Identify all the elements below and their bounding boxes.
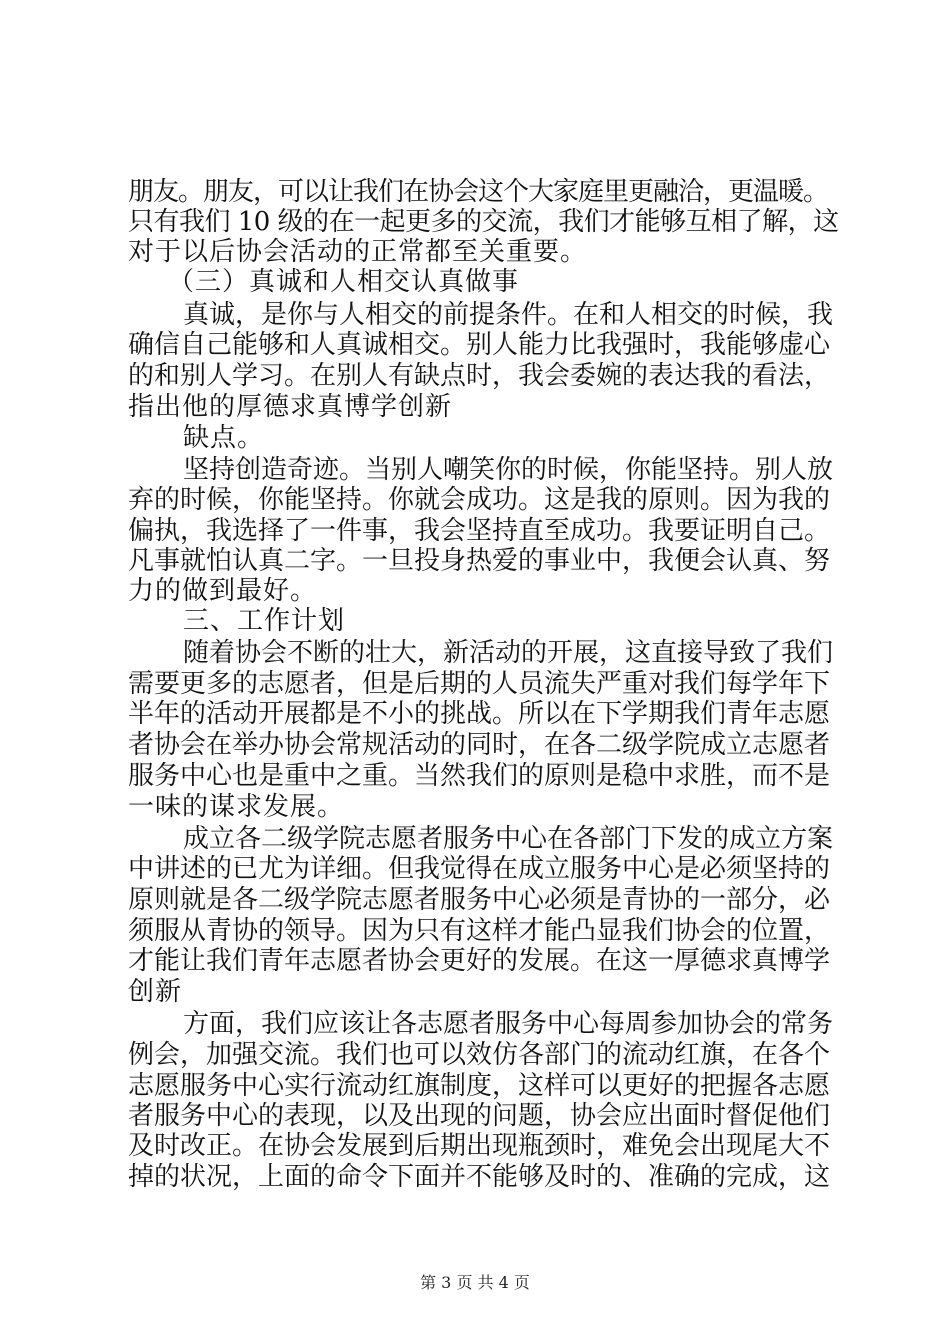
text-line: 及时改正。在协会发展到后期出现瓶颈时，难免会出现尾大不	[128, 1131, 831, 1161]
page-number: 第 3 页 共 4 页	[420, 1273, 530, 1292]
text-line: 才能让我们青年志愿者协会更好的发展。在这一厚德求真博学	[128, 946, 831, 976]
text-line: 的和别人学习。在别人有缺点时，我会委婉的表达我的看法，	[128, 361, 831, 391]
text-line: 指出他的厚德求真博学创新	[128, 392, 453, 422]
text-line: 对于以后协会活动的正常都至关重要。	[128, 237, 588, 267]
text-line: 半年的活动开展都是不小的挑战。所以在下学期我们青年志愿	[128, 699, 831, 729]
text-line: 真诚，是你与人相交的前提条件。在和人相交的时候，我	[183, 300, 834, 330]
section-heading: （三）真诚和人相交认真做事	[168, 267, 520, 297]
section-heading: 三、工作计划	[183, 606, 346, 636]
text-line: 力的做到最好。	[128, 576, 318, 606]
text-line: 者服务中心的表现，以及出现的问题，协会应出面时督促他们	[128, 1101, 831, 1131]
text-line: 偏执，我选择了一件事，我会坚持直至成功。我要证明自己。	[128, 516, 831, 546]
text-line: 朋友。朋友，可以让我们在协会这个大家庭里更融洽，更温暖。	[128, 177, 829, 207]
text-line: 确信自己能够和人真诚相交。别人能力比我强时，我能够虚心	[128, 330, 831, 360]
text-line: 掉的状况，上面的命令下面并不能够及时的、准确的完成，这	[128, 1162, 831, 1192]
text-line: 志愿服务中心实行流动红旗制度，这样可以更好的把握各志愿	[128, 1071, 831, 1101]
text-line: 例会，加强交流。我们也可以效仿各部门的流动红旗，在各个	[128, 1040, 831, 1070]
text-line: 创新	[128, 977, 183, 1007]
text-line: 随着协会不断的壮大，新活动的开展，这直接导致了我们	[183, 638, 834, 668]
text-line: 中讲述的已尤为详细。但我觉得在成立服务中心是必须坚持的	[128, 854, 831, 884]
text-line: 服务中心也是重中之重。当然我们的原则是稳中求胜，而不是	[128, 761, 831, 791]
text-line: 一味的谋求发展。	[128, 792, 345, 822]
text-line: 凡事就怕认真二字。一旦投身热爱的事业中，我便会认真、努	[128, 546, 831, 576]
text-line: 弃的时候，你能坚持。你就会成功。这是我的原则。因为我的	[128, 485, 831, 515]
text-line: 需要更多的志愿者，但是后期的人员流失严重对我们每学年下	[128, 669, 831, 699]
text-line: 坚持创造奇迹。当别人嘲笑你的时候，你能坚持。别人放	[183, 455, 834, 485]
text-line: 缺点。	[183, 423, 265, 453]
text-line: 者协会在举办协会常规活动的同时，在各二级学院成立志愿者	[128, 730, 831, 760]
text-line: 只有我们 10 级的在一起更多的交流，我们才能够互相了解，这	[128, 207, 839, 237]
text-line: 成立各二级学院志愿者服务中心在各部门下发的成立方案	[183, 824, 834, 854]
text-line: 须服从青协的领导。因为只有这样才能凸显我们协会的位置，	[128, 916, 831, 946]
text-line: 原则就是各二级学院志愿者服务中心必须是青协的一部分，必	[128, 885, 831, 915]
text-line: 方面，我们应该让各志愿者服务中心每周参加协会的常务	[183, 1009, 834, 1039]
